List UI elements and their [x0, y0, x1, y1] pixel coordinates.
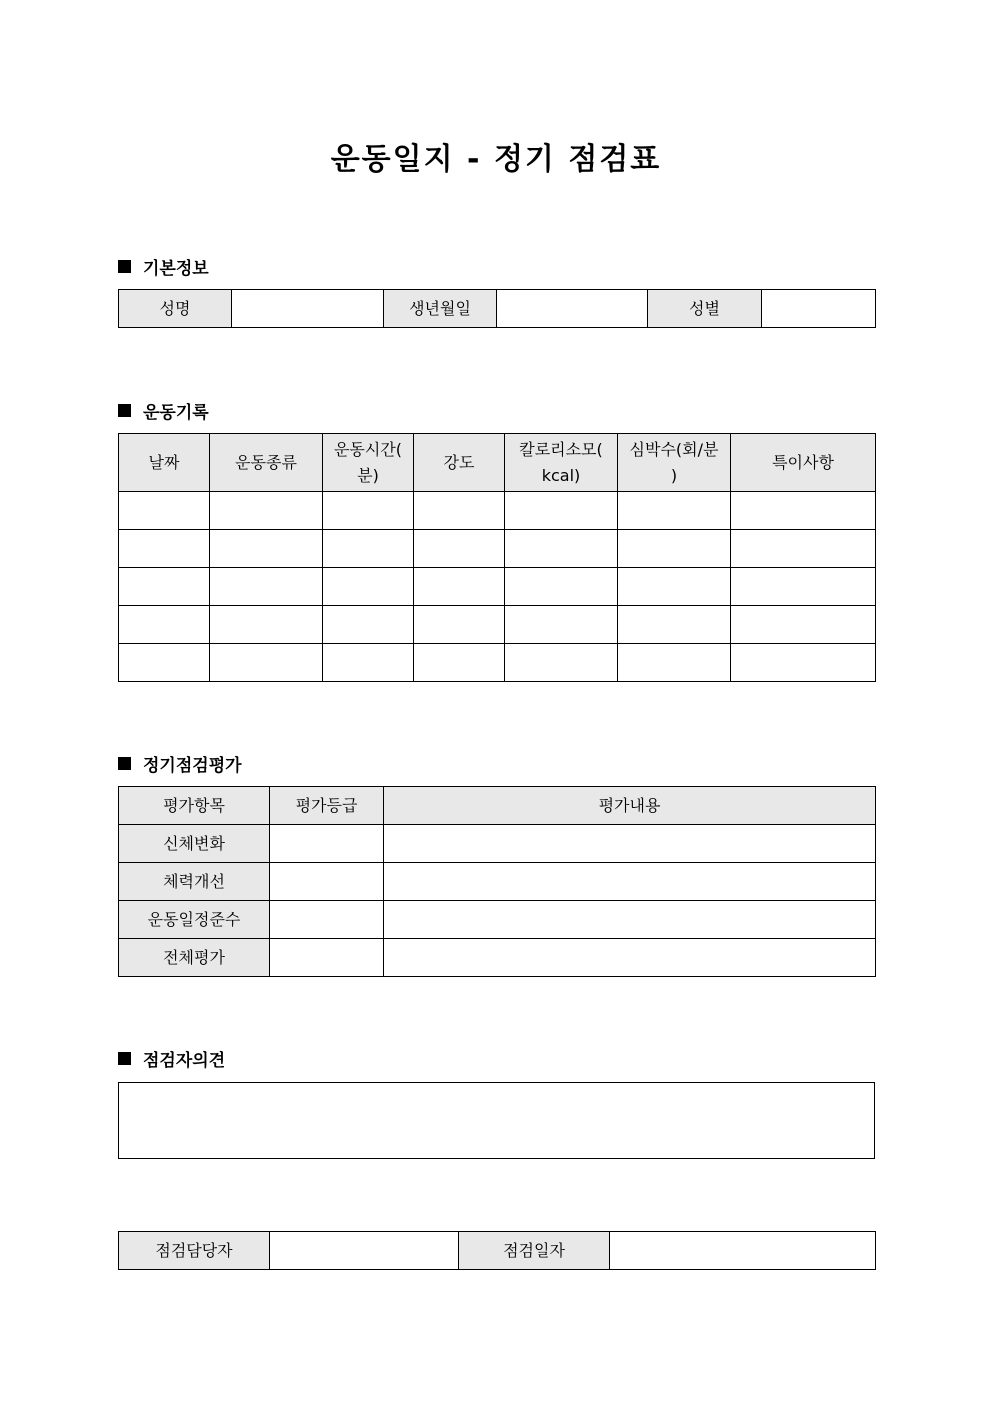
intensity-cell[interactable] — [414, 568, 505, 606]
duration-cell[interactable] — [323, 530, 414, 568]
evaluation-heading — [118, 751, 242, 776]
signoff-table — [118, 1231, 876, 1270]
basic-info-heading — [118, 254, 209, 279]
exercise-log-header-row — [119, 434, 876, 492]
exercise-log-heading — [118, 398, 209, 423]
heart-rate-cell[interactable] — [618, 606, 731, 644]
evaluation-row — [119, 901, 876, 939]
gender-field[interactable] — [762, 290, 876, 328]
gender-label: 성별 — [648, 290, 762, 328]
evaluation-grade-field[interactable] — [270, 939, 384, 977]
inspection-date-field[interactable] — [610, 1232, 876, 1270]
inspector-opinion-heading-text: 점검자의견 — [143, 1051, 226, 1071]
date-cell[interactable] — [119, 530, 210, 568]
inspector-opinion-field[interactable] — [119, 1083, 875, 1159]
exercise-type-cell[interactable] — [210, 530, 323, 568]
table-row — [119, 568, 876, 606]
intensity-cell[interactable] — [414, 606, 505, 644]
birth-date-field[interactable] — [497, 290, 648, 328]
exercise-log-heading-text: 운동기록 — [143, 403, 209, 423]
heart-rate-cell[interactable] — [618, 644, 731, 682]
evaluation-content-field[interactable] — [384, 863, 876, 901]
duration-cell[interactable] — [323, 568, 414, 606]
calories-cell[interactable] — [505, 644, 618, 682]
column-header-duration: 운동시간( 분) — [323, 434, 414, 492]
calories-cell[interactable] — [505, 530, 618, 568]
evaluation-row — [119, 825, 876, 863]
column-header-evaluation-grade: 평가등급 — [270, 787, 384, 825]
evaluation-content-field[interactable] — [384, 825, 876, 863]
table-row — [119, 644, 876, 682]
square-bullet-icon — [118, 260, 131, 273]
exercise-log-table — [118, 433, 876, 682]
date-cell[interactable] — [119, 568, 210, 606]
intensity-cell[interactable] — [414, 530, 505, 568]
calories-cell[interactable] — [505, 606, 618, 644]
column-header-notes: 특이사항 — [731, 434, 876, 492]
notes-cell[interactable] — [731, 568, 876, 606]
calories-cell[interactable] — [505, 568, 618, 606]
column-header-intensity: 강도 — [414, 434, 505, 492]
evaluation-table — [118, 786, 876, 977]
basic-info-heading-text: 기본정보 — [143, 259, 209, 279]
evaluation-row — [119, 863, 876, 901]
calories-cell[interactable] — [505, 492, 618, 530]
basic-info-table — [118, 289, 876, 328]
column-header-exercise-type: 운동종류 — [210, 434, 323, 492]
exercise-type-cell[interactable] — [210, 568, 323, 606]
evaluation-grade-field[interactable] — [270, 825, 384, 863]
duration-cell[interactable] — [323, 644, 414, 682]
inspector-label: 점검담당자 — [119, 1232, 270, 1270]
table-row — [119, 492, 876, 530]
page-title: 운동일지 - 정기 점검표 — [330, 142, 662, 177]
date-cell[interactable] — [119, 644, 210, 682]
square-bullet-icon — [118, 757, 131, 770]
heart-rate-cell[interactable] — [618, 492, 731, 530]
date-cell[interactable] — [119, 492, 210, 530]
inspection-date-label: 점검일자 — [459, 1232, 610, 1270]
heart-rate-cell[interactable] — [618, 530, 731, 568]
exercise-type-cell[interactable] — [210, 492, 323, 530]
intensity-cell[interactable] — [414, 492, 505, 530]
notes-cell[interactable] — [731, 606, 876, 644]
evaluation-grade-field[interactable] — [270, 863, 384, 901]
column-header-date: 날짜 — [119, 434, 210, 492]
inspector-field[interactable] — [270, 1232, 459, 1270]
name-field[interactable] — [232, 290, 384, 328]
evaluation-item-label: 운동일정준수 — [119, 901, 270, 939]
birth-date-label: 생년월일 — [384, 290, 497, 328]
notes-cell[interactable] — [731, 530, 876, 568]
duration-cell[interactable] — [323, 492, 414, 530]
exercise-type-cell[interactable] — [210, 644, 323, 682]
column-header-evaluation-item: 평가항목 — [119, 787, 270, 825]
square-bullet-icon — [118, 404, 131, 417]
notes-cell[interactable] — [731, 644, 876, 682]
exercise-type-cell[interactable] — [210, 606, 323, 644]
evaluation-item-label: 신체변화 — [119, 825, 270, 863]
column-header-heart-rate: 심박수(회/분 ) — [618, 434, 731, 492]
evaluation-grade-field[interactable] — [270, 901, 384, 939]
evaluation-heading-text: 정기점검평가 — [143, 756, 242, 776]
table-row — [119, 530, 876, 568]
heart-rate-cell[interactable] — [618, 568, 731, 606]
name-label: 성명 — [119, 290, 232, 328]
notes-cell[interactable] — [731, 492, 876, 530]
evaluation-item-label: 전체평가 — [119, 939, 270, 977]
evaluation-content-field[interactable] — [384, 901, 876, 939]
evaluation-row — [119, 939, 876, 977]
duration-cell[interactable] — [323, 606, 414, 644]
evaluation-header-row — [119, 787, 876, 825]
table-row — [119, 606, 876, 644]
evaluation-content-field[interactable] — [384, 939, 876, 977]
inspector-opinion-table — [118, 1082, 875, 1159]
exercise-log-body — [119, 492, 876, 682]
inspector-opinion-heading — [118, 1046, 225, 1071]
column-header-calories: 칼로리소모( kcal) — [505, 434, 618, 492]
column-header-evaluation-content: 평가내용 — [384, 787, 876, 825]
square-bullet-icon — [118, 1052, 131, 1065]
evaluation-item-label: 체력개선 — [119, 863, 270, 901]
date-cell[interactable] — [119, 606, 210, 644]
intensity-cell[interactable] — [414, 644, 505, 682]
